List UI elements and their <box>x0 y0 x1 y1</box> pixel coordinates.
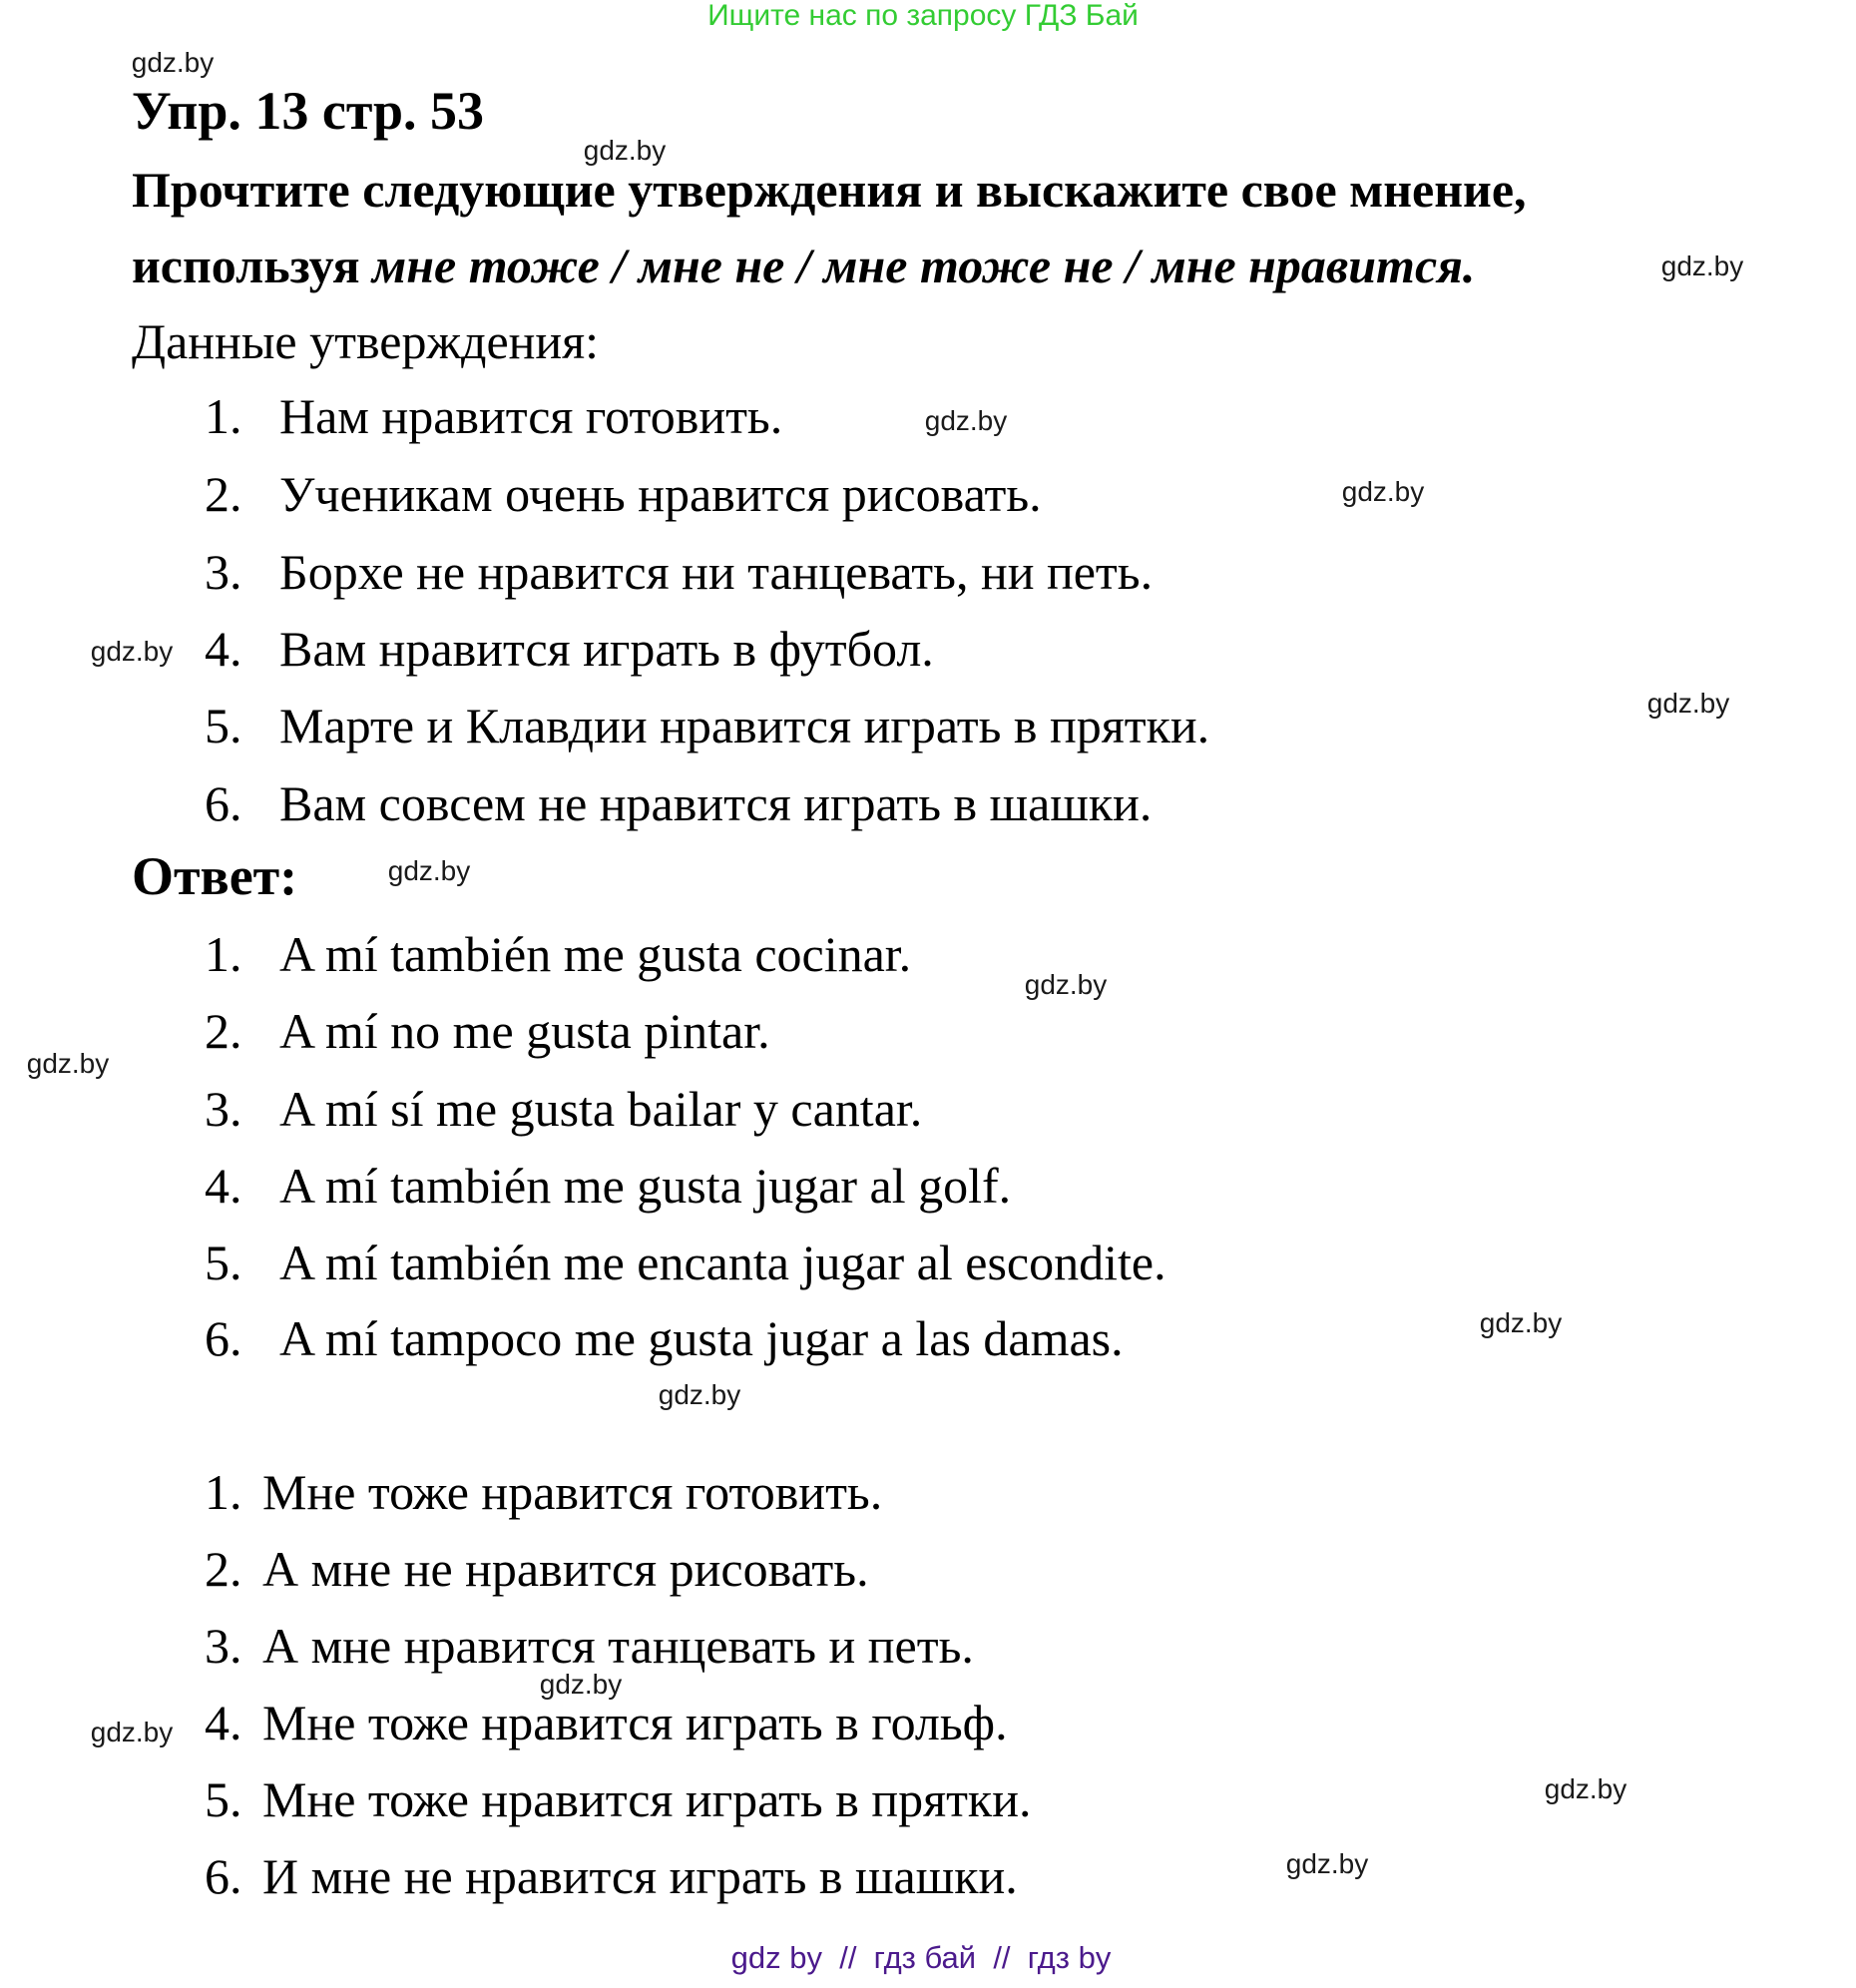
list-number: 5. <box>205 698 242 753</box>
list-number: 3. <box>205 544 242 600</box>
list-text: A mí también me gusta jugar al golf. <box>279 1158 1012 1214</box>
answer-ru-item <box>205 1463 882 1521</box>
list-number: 1. <box>205 1464 242 1520</box>
watermark: gdz.by <box>924 405 1008 436</box>
instruction-text: используя <box>132 238 372 293</box>
list-number: 4. <box>205 1695 242 1750</box>
list-number: 6. <box>205 1848 242 1904</box>
watermark: gdz.by <box>539 1669 623 1700</box>
answer-es-item <box>205 1080 922 1138</box>
statement-item <box>205 465 1042 523</box>
footer-links[interactable]: gdz by // гдз бай // гдз by <box>730 1940 1112 1975</box>
list-text: A mí también me encanta jugar al escondite. <box>279 1235 1166 1290</box>
list-text: Борхе не нравится ни танцевать, ни петь. <box>279 544 1154 600</box>
answer-es-item <box>205 1234 1166 1291</box>
statement-item <box>205 620 934 678</box>
statements-heading: Данные утверждения: <box>132 313 600 369</box>
list-number: 3. <box>205 1618 242 1674</box>
list-number: 6. <box>205 775 242 831</box>
watermark: gdz.by <box>1544 1773 1627 1804</box>
list-text: Ученикам очень нравится рисовать. <box>279 466 1042 522</box>
watermark: gdz.by <box>90 636 174 667</box>
list-number: 3. <box>205 1081 242 1137</box>
list-text: А мне не нравится рисовать. <box>262 1541 869 1597</box>
list-text: Мне тоже нравится играть в прятки. <box>262 1771 1032 1827</box>
answer-ru-item <box>205 1770 1031 1828</box>
watermark: gdz.by <box>131 47 215 78</box>
list-number: 4. <box>205 1158 242 1214</box>
watermark: gdz.by <box>1341 476 1425 507</box>
search-banner: Ищите нас по запросу ГДЗ Бай <box>707 0 1139 32</box>
list-text: A mí no me gusta pintar. <box>279 1003 770 1059</box>
watermark: gdz.by <box>583 135 667 166</box>
answer-ru-item <box>205 1617 974 1675</box>
list-number: 2. <box>205 466 242 522</box>
list-text: И мне не нравится играть в шашки. <box>262 1848 1018 1904</box>
list-number: 1. <box>205 926 242 982</box>
instruction-phrases: мне тоже / мне не / мне тоже не / мне нравится. <box>372 238 1476 293</box>
watermark: gdz.by <box>1646 688 1730 719</box>
watermark: gdz.by <box>26 1048 110 1079</box>
watermark: gdz.by <box>1660 250 1744 281</box>
list-number: 2. <box>205 1541 242 1597</box>
list-text: A mí tampoco me gusta jugar a las damas. <box>279 1310 1124 1366</box>
list-text: A mí sí me gusta bailar y cantar. <box>279 1081 923 1137</box>
watermark: gdz.by <box>658 1379 741 1410</box>
list-text: Вам нравится играть в футбол. <box>279 621 934 677</box>
watermark: gdz.by <box>1024 969 1108 1000</box>
instruction-line-1: Прочтите следующие утверждения и выскажите свое мнение, <box>132 162 1527 218</box>
answer-heading: Ответ: <box>132 846 298 906</box>
list-number: 5. <box>205 1235 242 1290</box>
statement-item <box>205 774 1152 832</box>
answer-ru-item <box>205 1694 1008 1751</box>
answer-es-item <box>205 1309 1124 1367</box>
answer-es-item <box>205 1002 770 1060</box>
answer-ru-item <box>205 1847 1018 1905</box>
list-text: Мне тоже нравится играть в гольф. <box>262 1695 1008 1750</box>
list-number: 6. <box>205 1310 242 1366</box>
instruction-line-2 <box>132 237 1475 294</box>
list-text: Мне тоже нравится готовить. <box>262 1464 883 1520</box>
statement-item <box>205 697 1209 754</box>
list-number: 4. <box>205 621 242 677</box>
list-text: Вам совсем не нравится играть в шашки. <box>279 775 1153 831</box>
list-text: Марте и Клавдии нравится играть в прятки. <box>279 698 1210 753</box>
list-number: 1. <box>205 388 242 444</box>
list-number: 2. <box>205 1003 242 1059</box>
answer-es-item <box>205 925 911 983</box>
list-text: A mí también me gusta cocinar. <box>279 926 912 982</box>
watermark: gdz.by <box>1285 1848 1369 1879</box>
list-text: Нам нравится готовить. <box>279 388 783 444</box>
watermark: gdz.by <box>1479 1307 1563 1338</box>
list-number: 5. <box>205 1771 242 1827</box>
watermark: gdz.by <box>387 855 471 886</box>
answer-ru-item <box>205 1540 869 1598</box>
watermark: gdz.by <box>90 1717 174 1747</box>
list-text: А мне нравится танцевать и петь. <box>262 1618 974 1674</box>
answer-es-item <box>205 1157 1011 1215</box>
statement-item <box>205 387 782 445</box>
exercise-title: Упр. 13 стр. 53 <box>132 81 485 141</box>
statement-item <box>205 543 1153 601</box>
